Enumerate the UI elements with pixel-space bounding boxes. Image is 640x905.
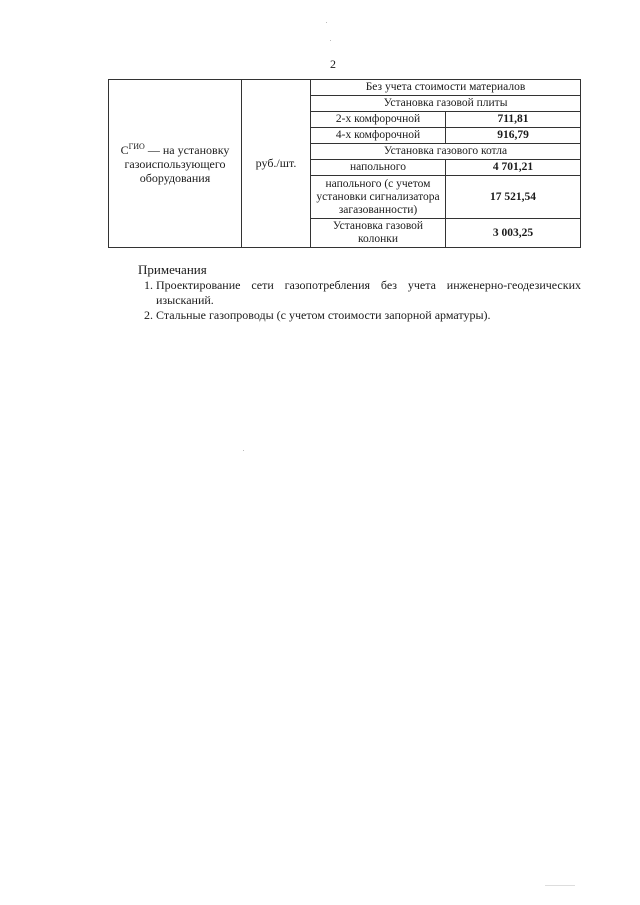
unit-cell: руб./шт. xyxy=(242,80,311,248)
row-name: Установка газовой колонки xyxy=(311,219,446,248)
notes-section xyxy=(138,262,581,323)
row-value: 916,79 xyxy=(446,128,581,144)
scan-speck xyxy=(545,885,575,886)
page-number: 2 xyxy=(330,57,336,71)
scan-speck xyxy=(243,450,244,451)
service-description-cell xyxy=(109,80,242,248)
list-item: 2. Стальные газопроводы (с учетом стоимости запорной арматуры). xyxy=(156,308,581,323)
row-name: напольного (с учетом установки сигнализатора загазованности) xyxy=(311,176,446,219)
scan-speck xyxy=(326,22,327,23)
row-name: 2-х комфорочной xyxy=(311,112,446,128)
section-title-stove: Установка газовой плиты xyxy=(311,96,581,112)
scan-speck xyxy=(330,40,331,41)
table-header: Без учета стоимости материалов xyxy=(311,80,581,96)
notes-list xyxy=(138,278,581,323)
list-item: 1. Проектирование сети газопотребления без учета инженерно-геодезических изысканий. xyxy=(156,278,581,308)
row-value: 3 003,25 xyxy=(446,219,581,248)
row-value: 711,81 xyxy=(446,112,581,128)
row-value: 17 521,54 xyxy=(446,176,581,219)
row-name: 4-х комфорочной xyxy=(311,128,446,144)
service-description: — на установку газоиспользующего оборудования xyxy=(124,142,230,185)
tariff-code-superscript: ГИО xyxy=(128,141,145,151)
notes-title: Примечания xyxy=(138,262,207,277)
tariff-table xyxy=(108,79,581,248)
row-value: 4 701,21 xyxy=(446,160,581,176)
section-title-boiler: Установка газового котла xyxy=(311,144,581,160)
row-name: напольного xyxy=(311,160,446,176)
tariff-code: С xyxy=(120,142,129,157)
